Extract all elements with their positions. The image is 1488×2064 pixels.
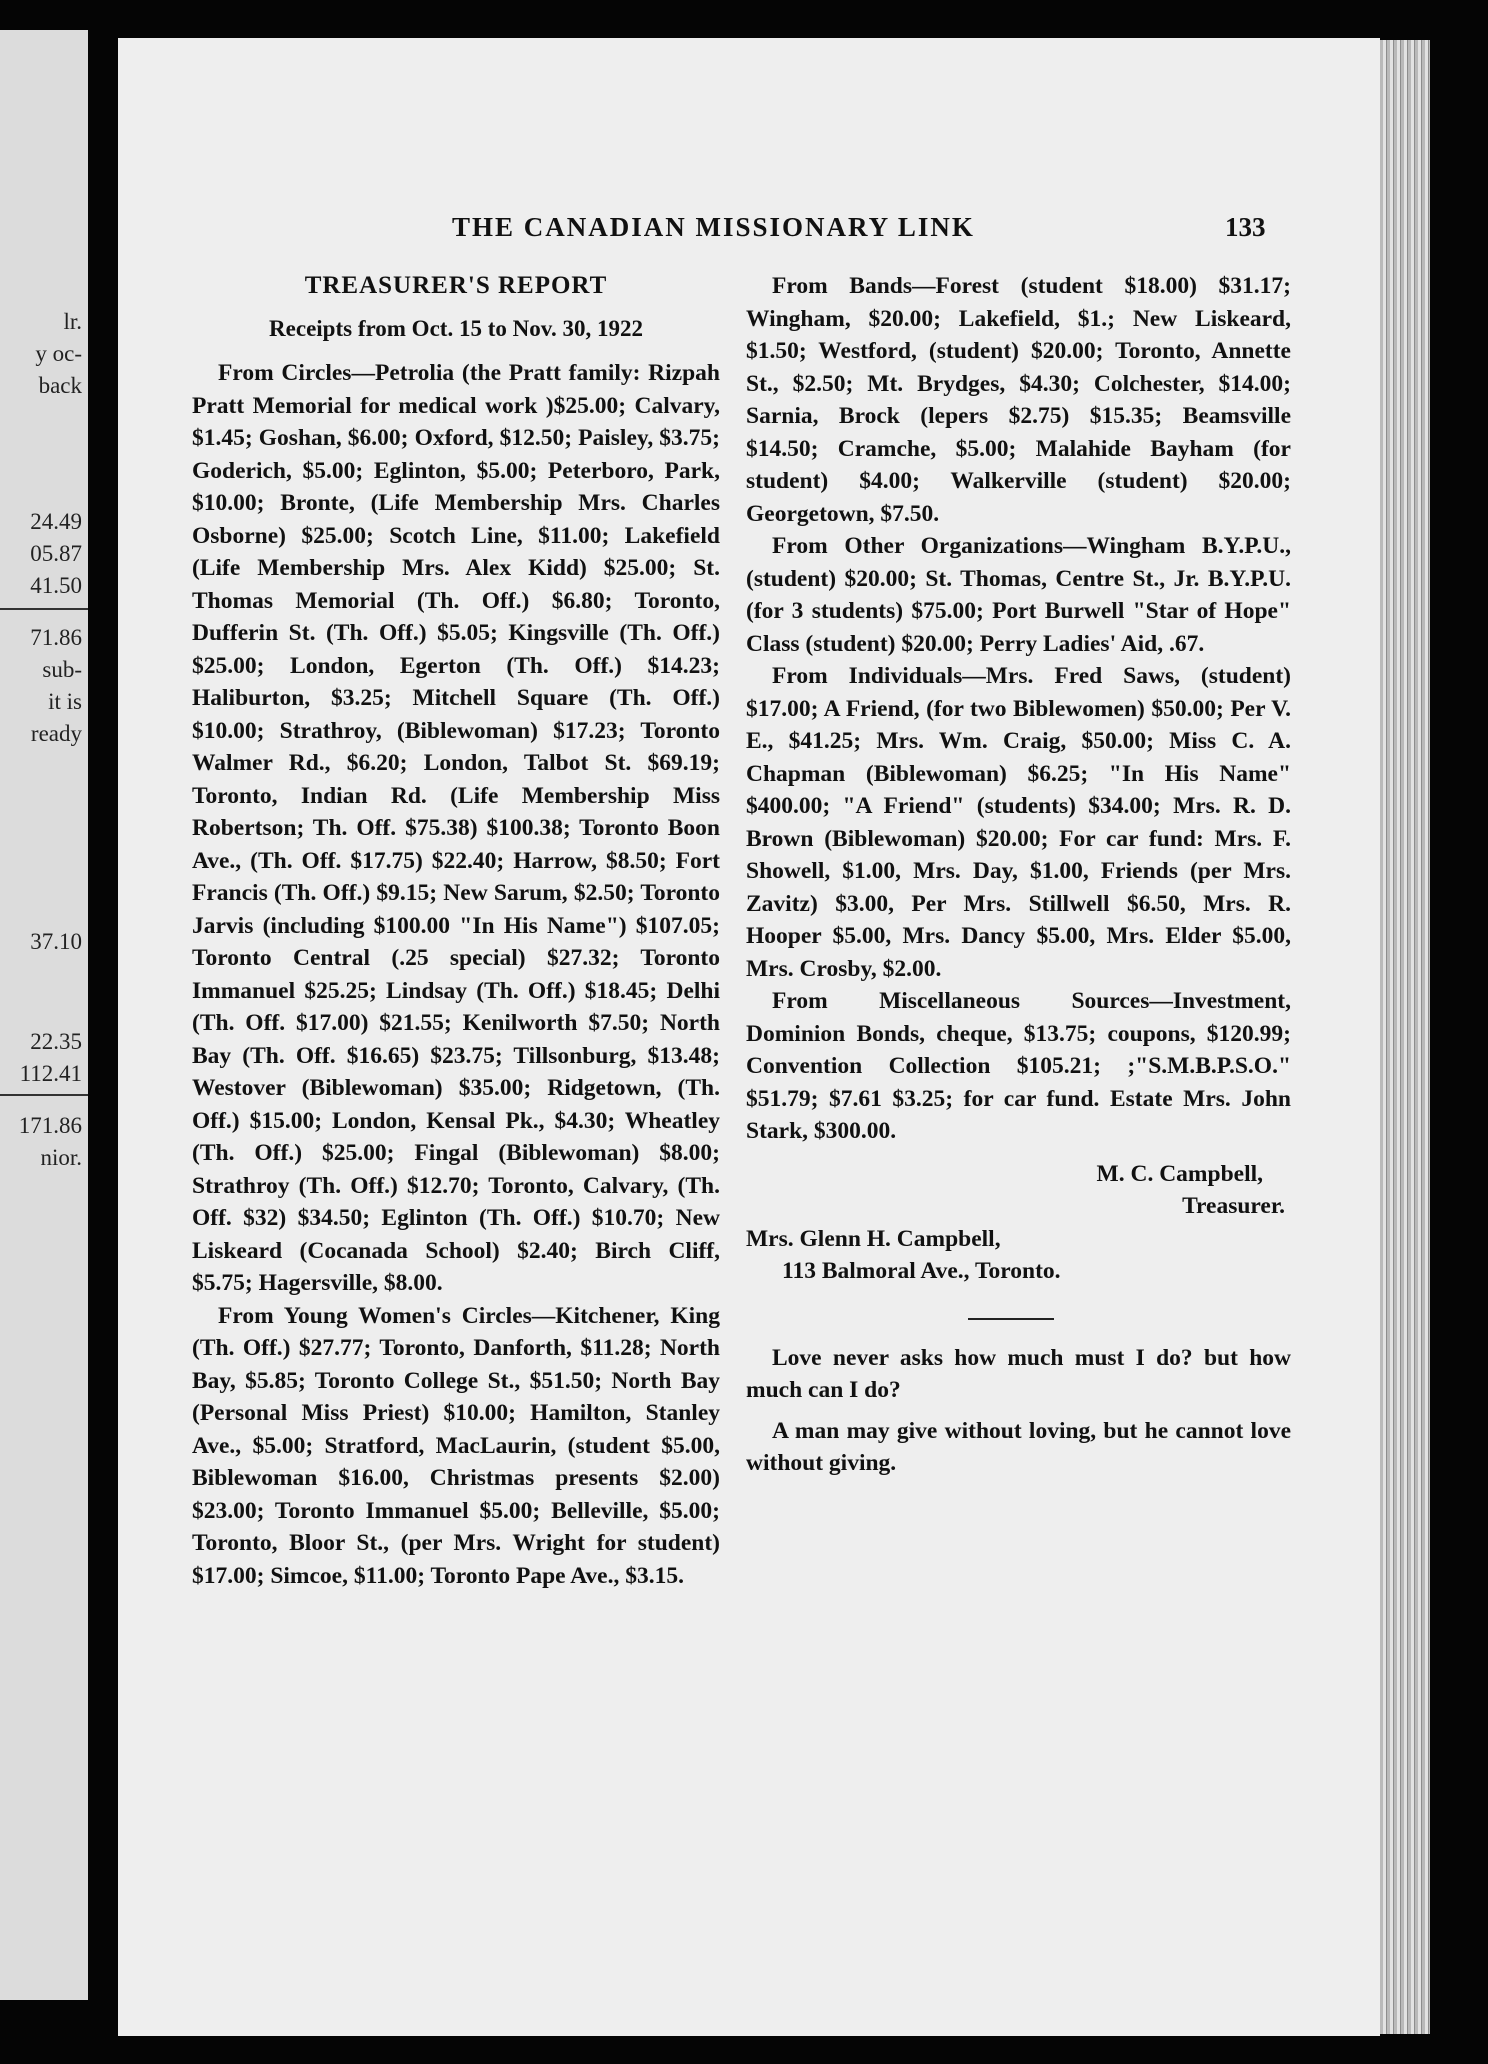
margin-fragment: 05.87: [30, 541, 82, 566]
margin-fragment: 71.86: [30, 625, 82, 650]
bands-lead: From Bands: [772, 273, 912, 299]
report-heading: TREASURER'S REPORT: [304, 272, 608, 299]
report-subheading: Receipts from Oct. 15 to Nov. 30, 1922: [269, 315, 643, 341]
margin-fragment: 112.41: [19, 1061, 82, 1086]
miscellaneous-paragraph: [746, 985, 1291, 1148]
individuals-lead: From Individuals: [772, 663, 963, 689]
column-right: [746, 270, 1291, 1488]
running-head: THE CANADIAN MISSIONARY LINK: [452, 212, 975, 242]
signature-title: Treasurer.: [1182, 1193, 1285, 1219]
signature-name: M. C. Campbell,: [1096, 1160, 1263, 1187]
margin-rule: [0, 608, 88, 610]
margin-fragment: it is: [48, 689, 82, 714]
margin-fragment: lr.: [63, 309, 82, 334]
margin-fragment: nior.: [40, 1145, 82, 1170]
address-street: 113 Balmoral Ave., Toronto.: [782, 1258, 1061, 1284]
margin-fragment: back: [38, 373, 82, 398]
young-womens-circles-lead: From Young Women's Circles: [218, 1302, 532, 1329]
margin-fragment: 37.10: [30, 929, 82, 954]
margin-fragment: 171.86: [18, 1113, 82, 1138]
section-divider: [968, 1318, 1054, 1320]
individuals-text: —Mrs. Fred Saws, (student) $17.00; A Friend, (for two Biblewomen) $50.00; Per V. E., $41.25; Mrs. Wm. Craig, $50.00; Miss C. A. Chapman (Biblewoman) $6.25; "In His Name" $400.00; "A Friend" (students) $34.00; Mrs. R. D. Brown (Biblewoman) $20.00; For car fund: Mrs. F. Showell, $1.00, Mrs. Day, $1.00, Friends (per Mrs. Zavitz) $3.00, Per Mrs. Stillwell $6.50, Mrs. R. Hooper $5.00, Mrs. Dancy $5.00, Mrs. Elder $5.00, Mrs. Crosby, $2.00.: [746, 663, 1292, 982]
quote-man-may-give: A man may give without loving, but he cannot love without giving.: [746, 1417, 1291, 1476]
circles-paragraph: [192, 357, 720, 1300]
bands-text: —Forest (student $18.00) $31.17; Wingham, $20.00; Lakefield, $1.; New Liskeard, $1.50; Westford, (student) $20.00; Toronto, Annette St., $2.50; Mt. Brydges, $4.30; Colchester, $14.00; Sarnia, Brock (lepers $2.75) $15.35; Beamsville $14.50; Cramche, $5.00; Malahide Bayham (for student) $4.00; Walkerville (student) $20.00; Georgetown, $7.50.: [746, 273, 1291, 527]
miscellaneous-lead: From Miscellaneous Sources: [772, 988, 1150, 1014]
other-organizations-lead: From Other Organizations: [772, 533, 1063, 559]
margin-fragment: y oc-: [35, 341, 82, 366]
margin-fragment: 22.35: [30, 1029, 82, 1054]
margin-rule: [0, 1094, 88, 1096]
margin-fragment: ready: [30, 721, 82, 746]
page-number: 133: [1225, 212, 1266, 242]
young-womens-circles-text: —Kitchener, King (Th. Off.) $27.77; Toronto, Danforth, $11.28; North Bay, $5.85; Toronto College St., $51.50; North Bay (Personal Miss Priest) $10.00; Hamilton, Stanley Ave., $5.00; Stratford, MacLaurin, (student $5.00, Biblewoman $16.00, Christmas presents $2.00) $23.00; Toronto Immanuel $5.00; Belleville, $5.00; Toronto, Bloor St., (per Mrs. Wright for student) $17.00; Simcoe, $11.00; Toronto Pape Ave., $3.15.: [192, 1302, 721, 1589]
address-name: Mrs. Glenn H. Campbell,: [746, 1225, 1001, 1252]
other-organizations-paragraph: [746, 530, 1291, 660]
margin-fragment: 24.49: [30, 509, 82, 534]
miscellaneous-text: —Investment, Dominion Bonds, cheque, $13.75; coupons, $120.99; Convention Collection $105.21; ;"S.M.B.P.S.O." $51.79; $7.61 $3.25; for car fund. Estate Mrs. John Stark, $300.00.: [746, 988, 1291, 1144]
quote-love-never-asks: Love never asks how much must I do? but how much can I do?: [746, 1344, 1291, 1403]
margin-fragment: sub-: [42, 657, 82, 682]
previous-page-edge: [0, 30, 88, 2000]
margin-fragment: 41.50: [30, 573, 82, 598]
other-organizations-text: —Wingham B.Y.P.U., (student) $20.00; St. Thomas, Centre St., Jr. B.Y.P.U. (for 3 students) $75.00; Port Burwell "Star of Hope" Class (student) $20.00; Perry Ladies' Aid, .67.: [746, 533, 1291, 657]
young-womens-circles-paragraph: [192, 1300, 720, 1593]
page-edges: [1380, 40, 1430, 2034]
column-left: [192, 270, 720, 1592]
circles-text: —Petrolia (the Pratt family: Rizpah Pratt Memorial for medical work )$25.00; Calvary, $1.45; Goshan, $6.00; Oxford, $12.50; Paisley, $3.75; Goderich, $5.00; Eglinton, $5.00; Peterboro, Park, $10.00; Bronte, (Life Membership Mrs. Charles Osborne) $25.00; Scotch Line, $11.00; Lakefield (Life Membership Mrs. Alex Kidd) $25.00; St. Thomas Memorial (Th. Off.) $6.80; Toronto, Dufferin St. (Th. Off.) $5.05; Kingsville (Th. Off.) $25.00; London, Egerton (Th. Off.) $14.23; Haliburton, $3.25; Mitchell Square (Th. Off.) $10.00; Strathroy, (Biblewoman) $17.23; Toronto Walmer Rd., $6.20; London, Talbot St. $69.19; Toronto, Indian Rd. (Life Membership Miss Robertson; Th. Off. $75.38) $100.38; Toronto Boon Ave., (Th. Off. $17.75) $22.40; Harrow, $8.50; Fort Francis (Th. Off.) $9.15; New Sarum, $2.50; Toronto Jarvis (including $100.00 "In His Name") $107.05; Toronto Central (.25 special) $27.32; Toronto Immanuel $25.25; Lindsay (Th. Off.) $18.45; Delhi (Th. Off. $17.00) $21.55; Kenilworth $7.50; North Bay (Th. Off. $16.65) $23.75; Tillsonburg, $13.48; Westover (Biblewoman) $35.00; Ridgetown, (Th. Off.) $15.00; London, Kensal Pk., $4.30; Wheatley (Th. Off.) $25.00; Fingal (Biblewoman) $8.00; Strathroy (Th. Off.) $12.70; Toronto, Calvary, (Th. Off. $32) $34.50; Eglinton (Th. Off.) $10.70; New Liskeard (Cocanada School) $2.40; Birch Cliff, $5.75; Hagersville, $8.00.: [192, 360, 720, 1296]
bands-paragraph: [746, 270, 1291, 530]
individuals-paragraph: [746, 660, 1291, 985]
circles-lead: From Circles: [218, 360, 352, 386]
